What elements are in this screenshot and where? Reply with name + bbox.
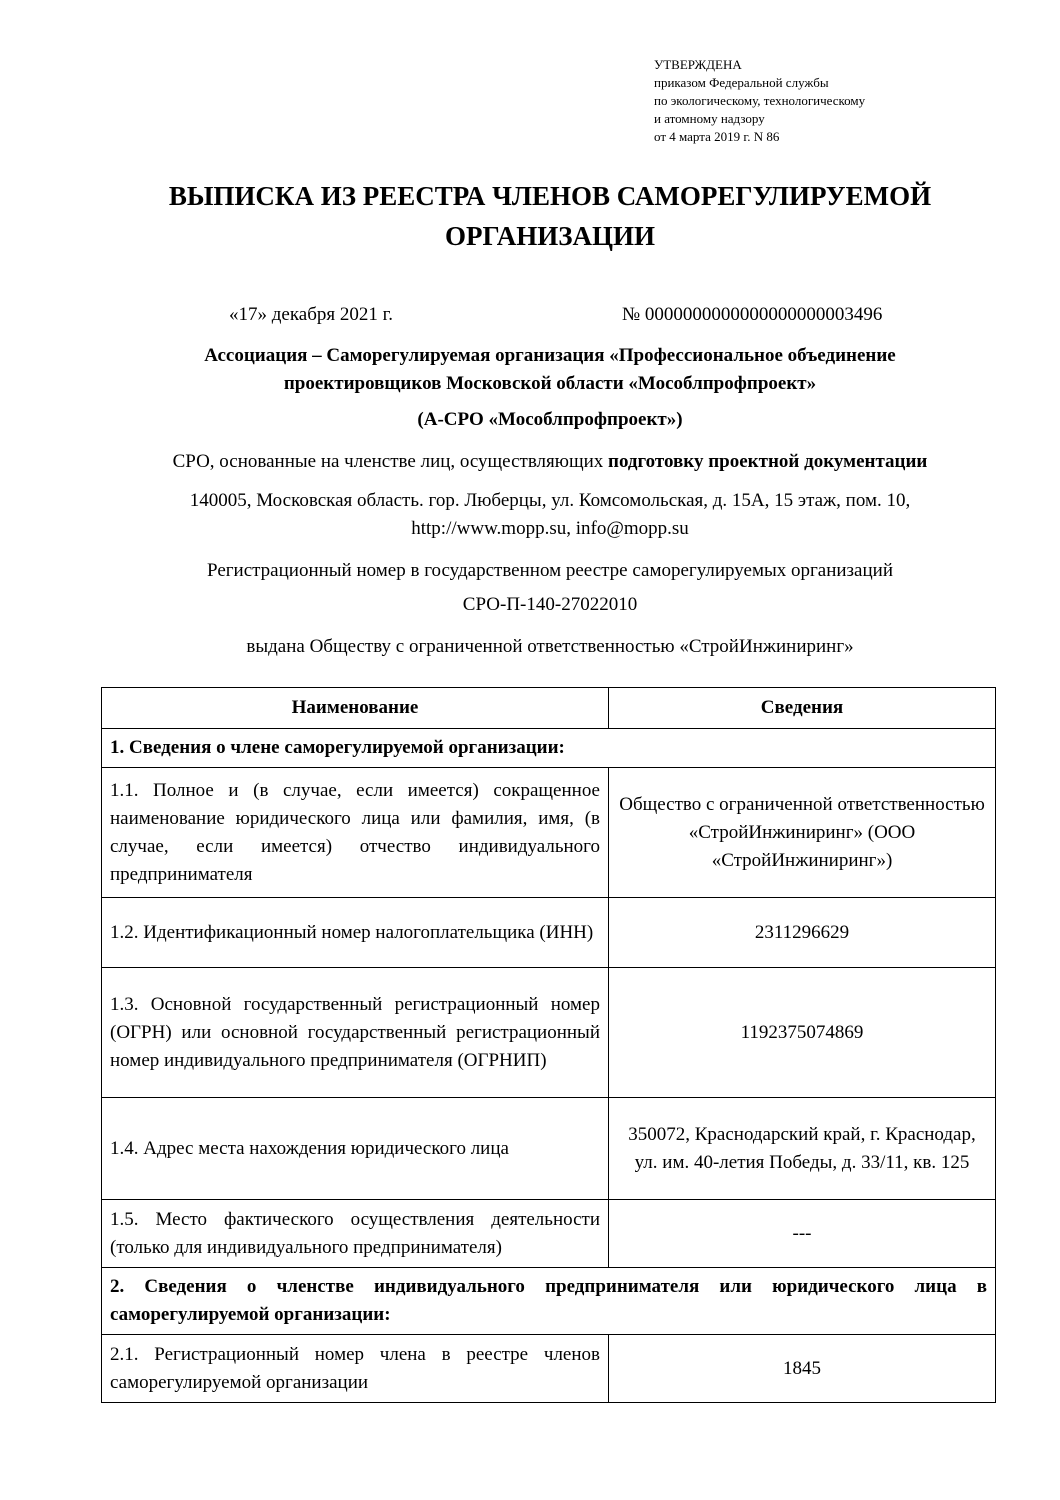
sro-type-activity: подготовку проектной документации: [608, 451, 928, 472]
row-value: 350072, Краснодарский край, г. Краснодар, ул. им. 40-летия Победы, д. 33/11, кв. 125: [609, 1098, 996, 1200]
approval-line: от 4 марта 2019 г. N 86: [654, 129, 780, 144]
table-row: [102, 1098, 996, 1200]
issued-to: выдана Обществу с ограниченной ответственностью «СтройИнжиниринг»: [246, 636, 854, 657]
approval-line: по экологическому, технологическому: [654, 93, 866, 108]
table-row: [102, 898, 996, 968]
table-row: [102, 1335, 996, 1403]
table-row: [102, 1200, 996, 1268]
header-name: Наименование: [102, 688, 609, 729]
organization-name-line-2: проектировщиков Московской области «Мособлпрофпроект»: [283, 373, 817, 394]
row-label: 1.1. Полное и (в случае, если имеется) сокращенное наименование юридического лица или фамилия, имя, (в случае, если имеется) отчество индивидуального предпринимателя: [102, 768, 609, 898]
table-row: [102, 968, 996, 1098]
row-value: 1845: [609, 1335, 996, 1403]
registration-number: СРО-П-140-27022010: [462, 594, 638, 615]
table-header-row: [102, 688, 996, 729]
organization-short-name: (А-СРО «Мособлпрофпроект»): [417, 409, 683, 430]
approval-stamp: [654, 56, 865, 146]
table-row: [102, 768, 996, 898]
section-row: [102, 1268, 996, 1335]
organization-name: [90, 342, 1010, 398]
row-value: ---: [609, 1200, 996, 1268]
registration-label: Регистрационный номер в государственном реестре саморегулируемых организаций: [207, 560, 893, 581]
section-1-title: 1. Сведения о члене саморегулируемой организации:: [102, 729, 996, 768]
organization-name-line-1: Ассоциация – Саморегулируемая организация «Профессиональное объединение: [204, 345, 896, 366]
row-label: 1.3. Основной государственный регистрационный номер (ОГРН) или основной государственный регистрационный номер индивидуального предпринимателя (ОГРНИП): [102, 968, 609, 1098]
document-date: «17» декабря 2021 г.: [229, 304, 394, 325]
document-number: № 0000000000000000000003496: [622, 304, 883, 325]
row-label: 1.5. Место фактического осуществления деятельности (только для индивидуального предпринимателя): [102, 1200, 609, 1268]
address-line-2: http://www.mopp.su, info@mopp.su: [411, 518, 689, 539]
approval-line: УТВЕРЖДЕНА: [654, 57, 742, 72]
document-title: [60, 176, 1040, 256]
section-row: [102, 729, 996, 768]
header-value: Сведения: [609, 688, 996, 729]
row-label: 2.1. Регистрационный номер члена в реестре членов саморегулируемой организации: [102, 1335, 609, 1403]
sro-type-prefix: СРО, основанные на членстве лиц, осуществляющих: [172, 451, 609, 472]
title-line-1: ВЫПИСКА ИЗ РЕЕСТРА ЧЛЕНОВ САМОРЕГУЛИРУЕМОЙ: [168, 181, 932, 211]
row-label: 1.4. Адрес места нахождения юридического лица: [102, 1098, 609, 1200]
address-line-1: 140005, Московская область. гор. Люберцы, ул. Комсомольская, д. 15А, 15 этаж, пом. 10,: [189, 490, 911, 511]
organization-address: [90, 487, 1010, 543]
row-value: 1192375074869: [609, 968, 996, 1098]
section-2-title: 2. Сведения о членстве индивидуального предпринимателя или юридического лица в саморегулируемой организации:: [102, 1268, 996, 1335]
approval-line: приказом Федеральной службы: [654, 75, 829, 90]
sro-type: [90, 448, 1010, 476]
approval-line: и атомному надзору: [654, 111, 765, 126]
title-line-2: ОРГАНИЗАЦИИ: [445, 221, 655, 251]
row-value: Общество с ограниченной ответственностью «СтройИнжиниринг» (ООО «СтройИнжиниринг»): [609, 768, 996, 898]
row-label: 1.2. Идентификационный номер налогоплательщика (ИНН): [102, 898, 609, 968]
row-value: 2311296629: [609, 898, 996, 968]
registry-table: [101, 687, 996, 1403]
